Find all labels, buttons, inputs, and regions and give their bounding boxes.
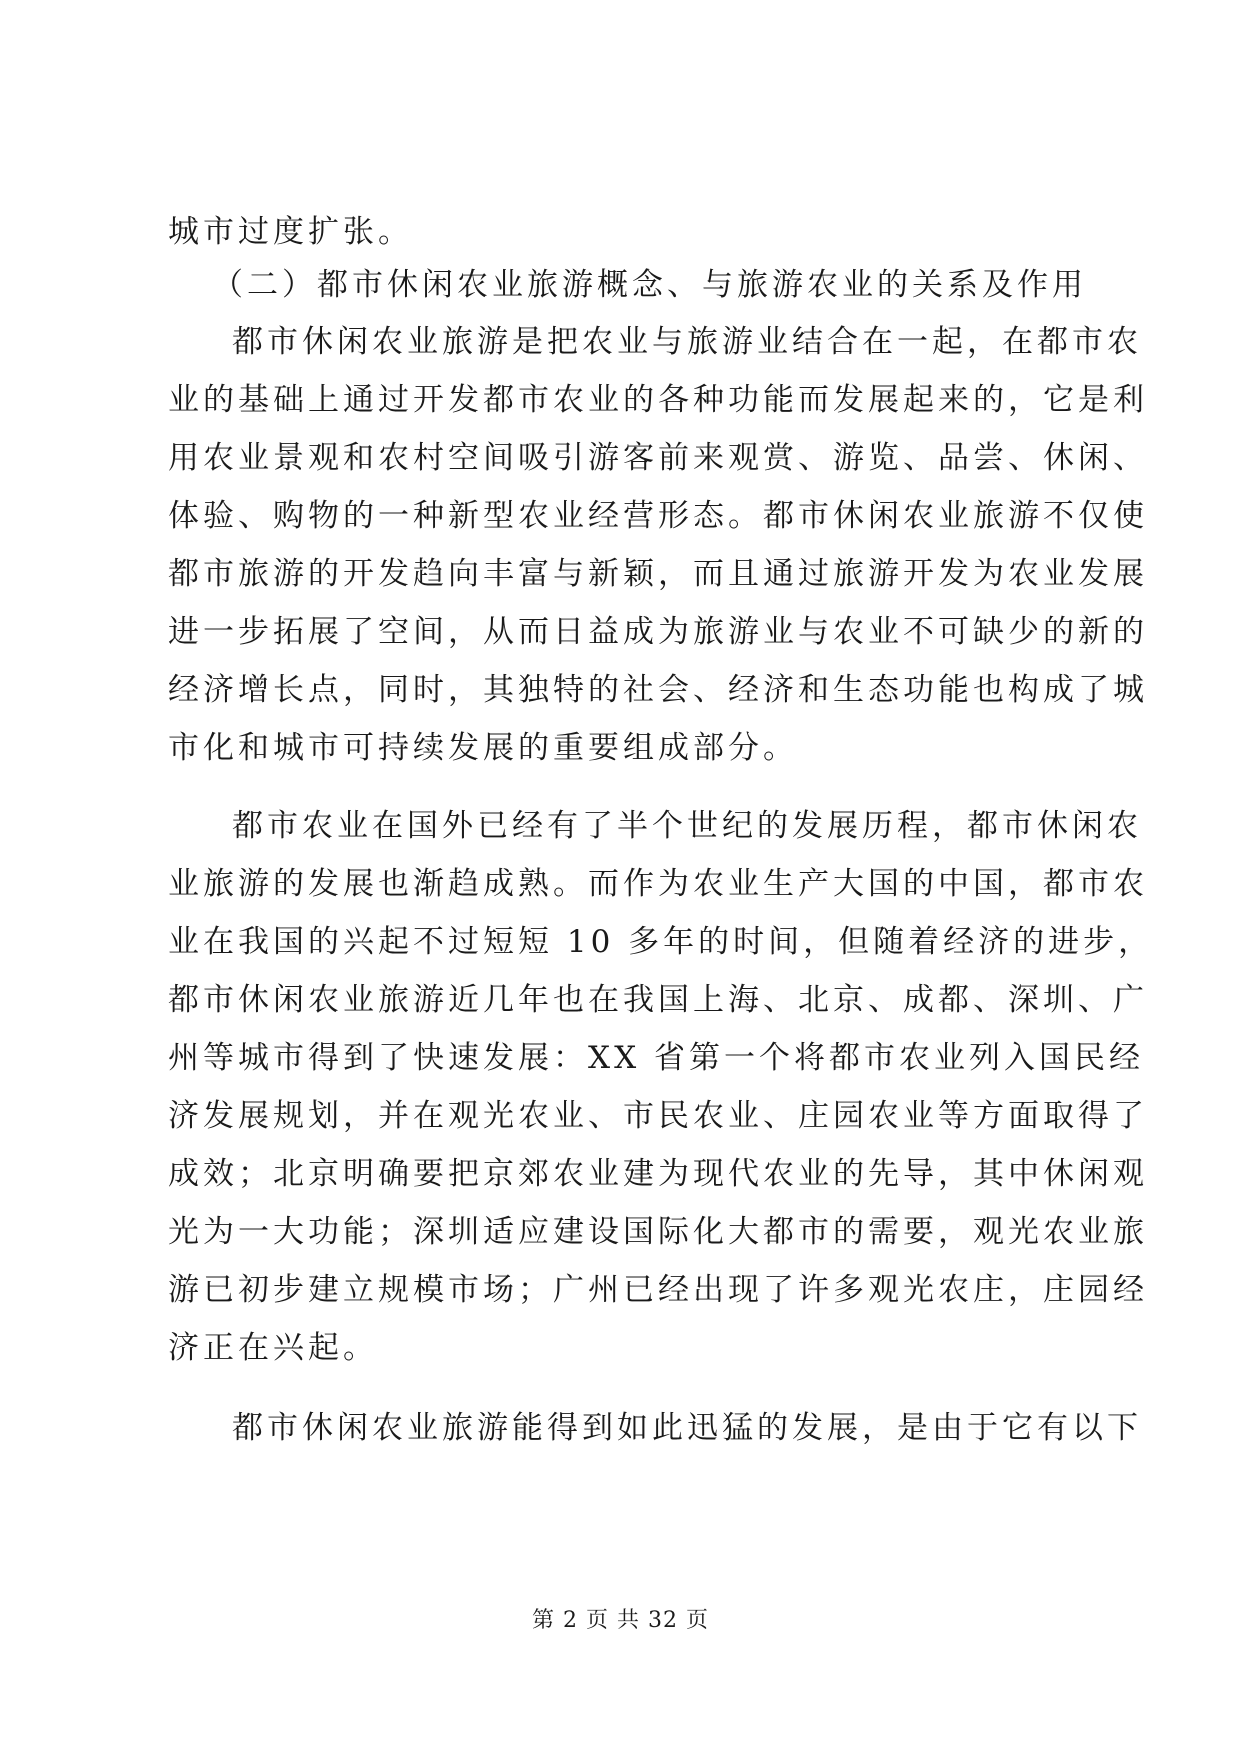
text-line: 市化和城市可持续发展的重要组成部分。	[168, 730, 798, 766]
text-line: 城市过度扩张。	[168, 214, 413, 250]
text-line: 都市农业在国外已经有了半个世纪的发展历程，都市休闲农	[232, 808, 1142, 844]
text-line: 成效；北京明确要把京郊农业建为现代农业的先导，其中休闲观	[168, 1156, 1148, 1192]
section-heading: （二）都市休闲农业旅游概念、与旅游农业的关系及作用	[212, 267, 1087, 303]
text-line: 进一步拓展了空间，从而日益成为旅游业与农业不可缺少的新的	[168, 614, 1148, 650]
text-line: 游已初步建立规模市场；广州已经出现了许多观光农庄，庄园经	[168, 1272, 1148, 1308]
text-line: 济正在兴起。	[168, 1330, 378, 1366]
text-line: 光为一大功能；深圳适应建设国际化大都市的需要，观光农业旅	[168, 1214, 1148, 1250]
text-line: 业的基础上通过开发都市农业的各种功能而发展起来的，它是利	[168, 382, 1148, 418]
text-line: 用农业景观和农村空间吸引游客前来观赏、游览、品尝、休闲、	[168, 440, 1148, 476]
text-line: 经济增长点，同时，其独特的社会、经济和生态功能也构成了城	[168, 672, 1148, 708]
text-line: 都市休闲农业旅游近几年也在我国上海、北京、成都、深圳、广	[168, 982, 1148, 1018]
text-line: 业旅游的发展也渐趋成熟。而作为农业生产大国的中国，都市农	[168, 866, 1148, 902]
text-line: 都市休闲农业旅游能得到如此迅猛的发展，是由于它有以下	[232, 1410, 1142, 1446]
text-line: 州等城市得到了快速发展：XX 省第一个将都市农业列入国民经	[168, 1040, 1144, 1076]
text-line: 业在我国的兴起不过短短 10 多年的时间，但随着经济的进步，	[168, 924, 1154, 960]
text-line: 都市休闲农业旅游是把农业与旅游业结合在一起，在都市农	[232, 324, 1142, 360]
text-line: 体验、购物的一种新型农业经营形态。都市休闲农业旅游不仅使	[168, 498, 1148, 534]
text-line: 都市旅游的开发趋向丰富与新颖，而且通过旅游开发为农业发展	[168, 556, 1148, 592]
text-line: 济发展规划，并在观光农业、市民农业、庄园农业等方面取得了	[168, 1098, 1148, 1134]
page-number-footer: 第 2 页 共 32 页	[532, 1608, 709, 1633]
